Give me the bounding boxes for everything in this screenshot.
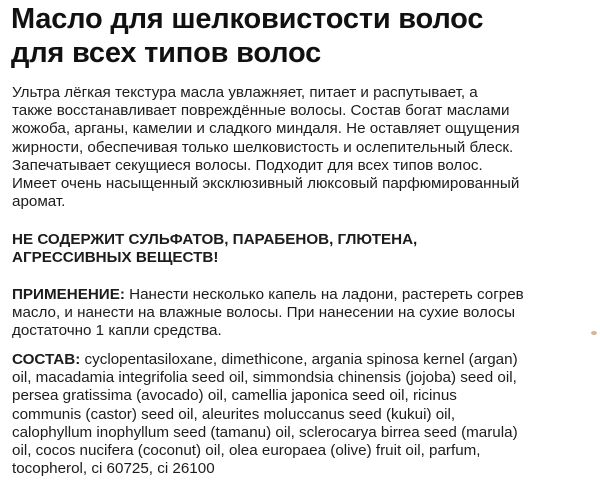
description-line: Ультра лёгкая текстура масла увлажняет, питает и распутывает, а [12, 84, 478, 101]
warning-line: НЕ СОДЕРЖИТ СУЛЬФАТОВ, ПАРАБЕНОВ, ГЛЮТЕНА, [12, 231, 418, 248]
description-line: аромат. [12, 193, 66, 211]
composition-line: communis (castor) seed oil, aleurites moluccanus seed (kukui) oil, [12, 405, 456, 423]
composition-line: tocopherol, ci 60725, ci 26100 [12, 460, 215, 478]
description-line: Запечатывает секущиеся волосы. Подходит для всех типов волос. [12, 156, 483, 174]
description-line: жожоба, арганы, камелии и сладкого миндаля. Не оставляет ощущения [12, 120, 520, 138]
composition-line: oil, cocos nucifera (coconut) oil, olea europaea (olive) fruit oil, parfum, [12, 442, 481, 460]
usage-line: достаточно 1 капли средства. [12, 322, 222, 340]
usage-section [12, 286, 584, 341]
description-line: жирности, обеспечивая только шелковистость и ослепительный блеск. [12, 138, 514, 156]
decorative-speck [591, 331, 597, 335]
composition-line: persea gratissima (avocado) oil, camellia japonica seed oil, ricinus [12, 387, 457, 405]
composition-line: calophyllum inophyllum seed (tamanu) oil, sclerocarya birrea seed (marula) [12, 423, 518, 441]
description-paragraph [12, 84, 584, 211]
title-line-2: для всех типов волос [11, 37, 322, 69]
free-from-warning [12, 231, 584, 267]
composition-line: oil, macadamia integrifolia seed oil, simmondsia chinensis (jojoba) seed oil, [12, 369, 517, 387]
composition-text: cyclopentasiloxane, dimethicone, argania spinosa kernel (argan) [80, 351, 518, 368]
usage-text: Нанести несколько капель на ладони, растереть согрев [124, 286, 524, 303]
usage-line [12, 286, 584, 304]
page-title [11, 2, 571, 70]
usage-line: масло, и нанести на влажные волосы. При нанесении на сухие волосы [12, 304, 516, 322]
composition-label: СОСТАВ: [12, 351, 81, 368]
composition-section [12, 351, 584, 478]
usage-label: ПРИМЕНЕНИЕ: [12, 286, 125, 303]
warning-line: АГРЕССИВНЫХ ВЕЩЕСТВ! [12, 249, 219, 267]
description-line: Имеет очень насыщенный эксклюзивный люксовый парфюмированный [12, 175, 520, 193]
title-line-1: Масло для шелковистости волос [11, 3, 484, 35]
composition-line [12, 351, 584, 369]
description-line: также восстанавливает повреждённые волосы. Состав богат маслами [12, 102, 510, 120]
